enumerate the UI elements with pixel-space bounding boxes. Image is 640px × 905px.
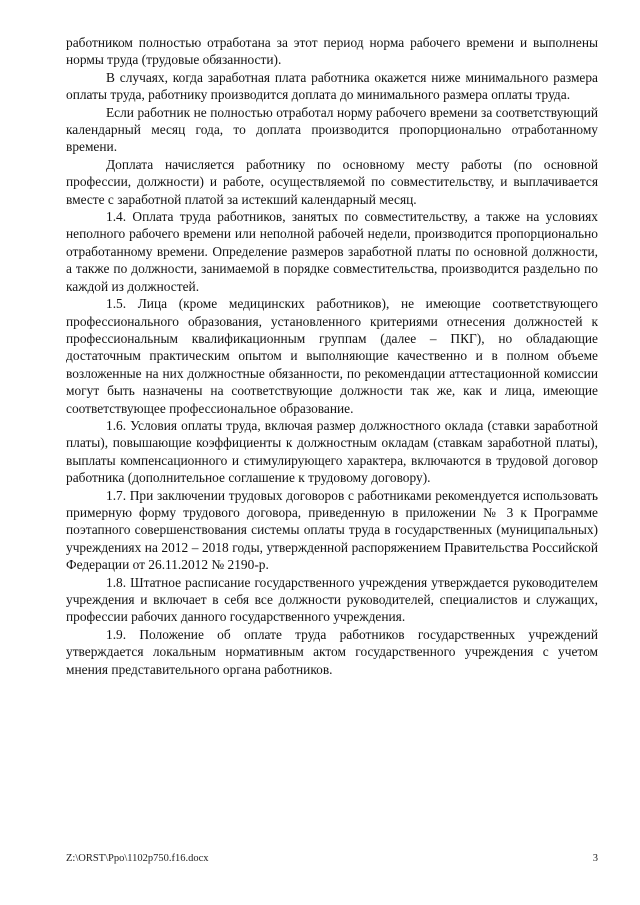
page-number: 3 bbox=[592, 853, 598, 864]
document-body bbox=[66, 34, 598, 678]
paragraph-1-4: 1.4. Оплата труда работников, занятых по совместительству, а также на условиях неполного рабочего времени или неполной рабочей недели, производится пропорционально отработанному времени. Определение размеров заработной платы по основной должности, а также по должности, занимаемой в порядке совместительства, производится раздельно по каждой из должностей. bbox=[66, 209, 598, 294]
paragraph-1-9: 1.9. Положение об оплате труда работников государственных учреждений утверждается локальным нормативным актом государственного учреждения с учетом мнения представительного органа работников. bbox=[66, 626, 598, 677]
paragraph-1-6: 1.6. Условия оплаты труда, включая размер должностного оклада (ставки заработной платы), повышающие коэффициенты к должностным окладам (ставкам заработной платы), выплаты компенсационного и стимулирующего характера, включаются в трудовой договор работника (дополнительное соглашение к трудовому договору). bbox=[66, 417, 598, 486]
file-path: Z:\ORST\Ppo\1102p750.f16.docx bbox=[66, 853, 209, 864]
paragraph-1-5: 1.5. Лица (кроме медицинских работников), не имеющие соответствующего профессионального образования, установленного критериями отнесения должностей к профессиональным квалификационным группам (далее – ПКГ), но обладающие достаточным практическим опытом и выполняющие качественно и в полном объеме возложенные на них должностные обязанности, по рекомендации аттестационной комиссии могут быть назначены на соответствующие должности так же, как и лица, имеющие соответствующее профессиональное образование. bbox=[66, 296, 598, 416]
paragraph-partial-time: Если работник не полностью отработал норму рабочего времени за соответствующий календарный месяц года, то доплата производится пропорционально отработанному времени. bbox=[66, 104, 598, 155]
paragraph-continuation: работником полностью отработана за этот период норма рабочего времени и выполнены нормы труда (трудовые обязанности). bbox=[66, 35, 598, 68]
paragraph-doplata-main-place: Доплата начисляется работнику по основному месту работы (по основной профессии, должности) и работе, осуществляемой по совместительству, и выплачивается вместе с заработной платой за истекший календарный месяц. bbox=[66, 156, 598, 207]
paragraph-min-wage-doplata: В случаях, когда заработная плата работника окажется ниже минимального размера оплаты труда, работнику производится доплата до минимального размера оплаты труда. bbox=[66, 69, 598, 103]
paragraph-1-7: 1.7. При заключении трудовых договоров с работниками рекомендуется использовать примерную форму трудового договора, приведенную в приложении № 3 к Программе поэтапного совершенствования системы оплаты труда в государственных (муниципальных) учреждениях на 2012 – 2018 годы, утвержденной распоряжением Правительства Российской Федерации от 26.11.2012 № 2190-р. bbox=[66, 487, 598, 573]
paragraph-1-8: 1.8. Штатное расписание государственного учреждения утверждается руководителем учреждения и включает в себя все должности руководителей, специалистов и служащих, профессии рабочих данного государственного учреждения. bbox=[66, 574, 598, 625]
